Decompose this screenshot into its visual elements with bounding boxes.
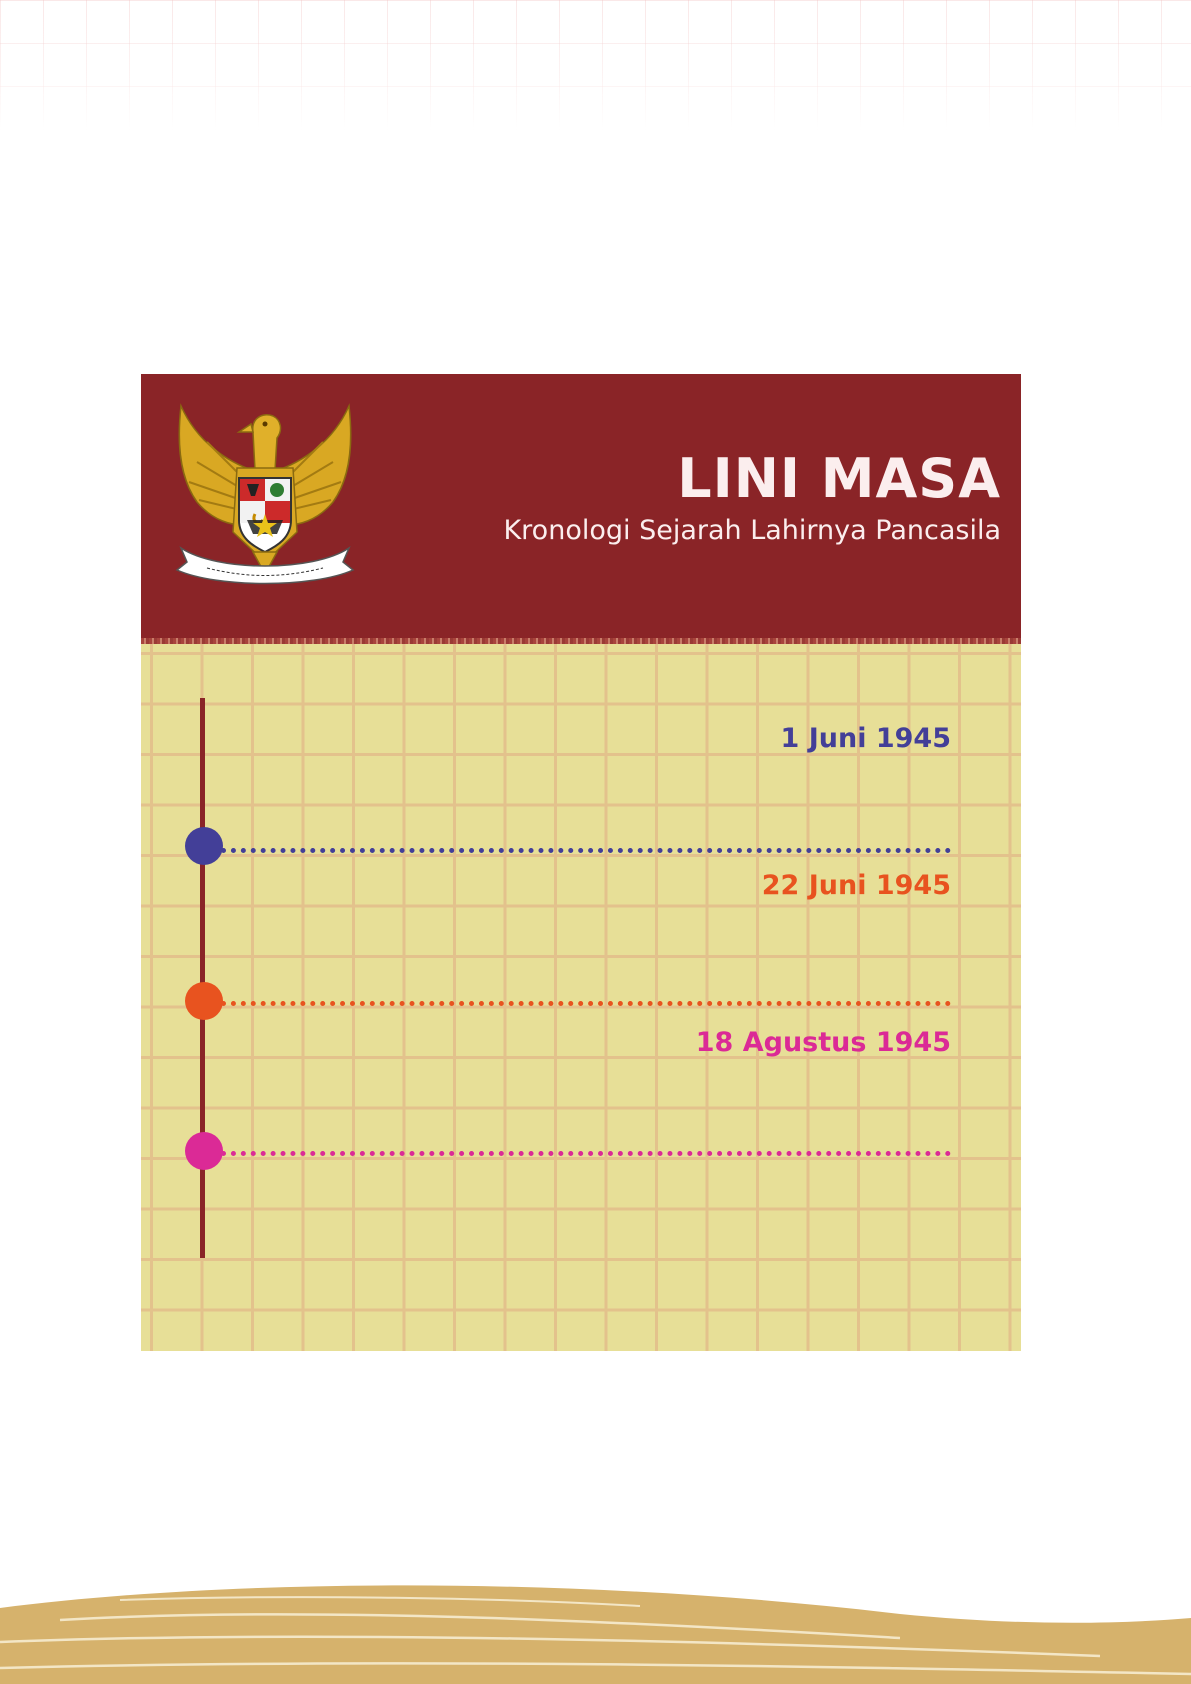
decorative-top-grid xyxy=(0,0,1191,130)
timeline-axis xyxy=(200,698,205,1258)
page-subtitle: Kronologi Sejarah Lahirnya Pancasila xyxy=(503,515,1001,546)
event-marker-1 xyxy=(185,827,223,865)
event-date-3: 18 Agustus 1945 xyxy=(695,1027,951,1058)
garuda-pancasila-emblem-icon xyxy=(167,402,363,588)
event-line-3 xyxy=(221,1151,951,1156)
event-marker-3 xyxy=(185,1132,223,1170)
event-line-1 xyxy=(221,848,951,853)
event-date-1: 1 Juni 1945 xyxy=(780,723,951,754)
event-line-2 xyxy=(221,1001,951,1006)
event-date-2: 22 Juni 1945 xyxy=(761,870,951,901)
card-header xyxy=(141,374,1021,642)
decorative-bottom-wave xyxy=(0,1580,1191,1684)
timeline-card xyxy=(141,374,1021,1351)
event-marker-2 xyxy=(185,982,223,1020)
page-title: LINI MASA xyxy=(677,447,1001,510)
